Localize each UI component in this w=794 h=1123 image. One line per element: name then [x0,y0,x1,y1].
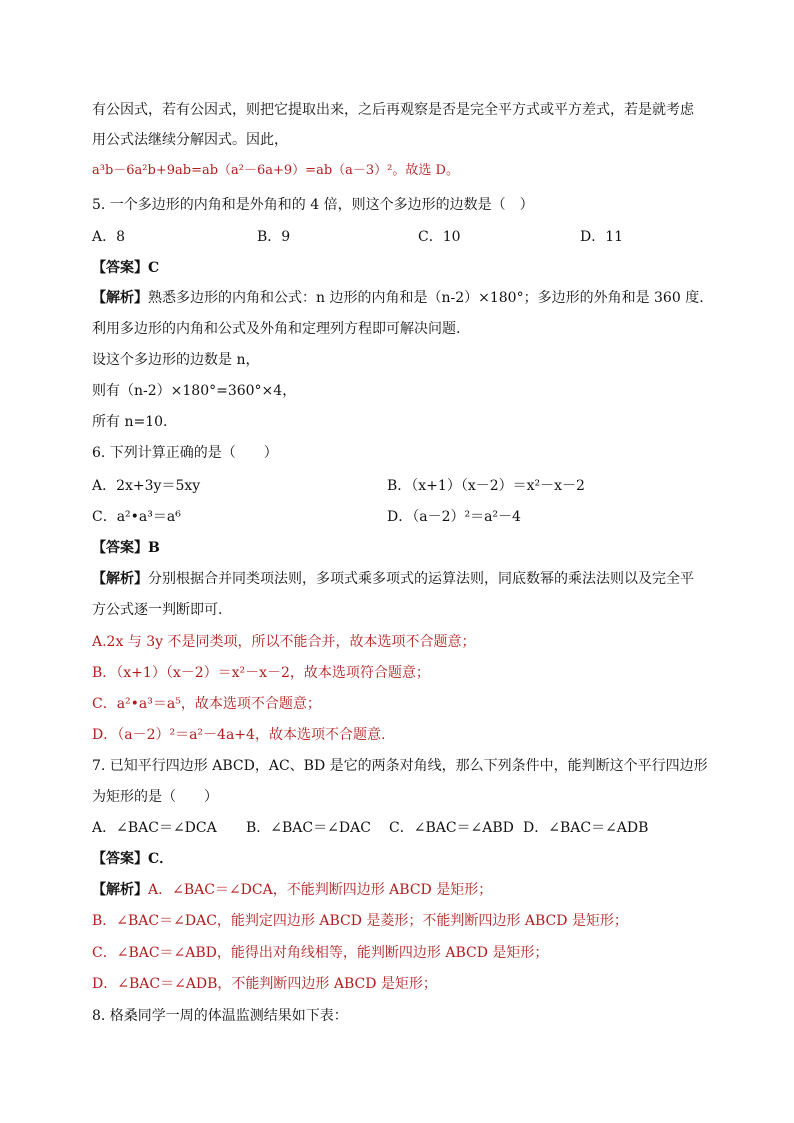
q7-option-c: C．∠BAC＝∠ABD [389,820,514,836]
q4-analysis-line-1: 有公因式，若有公因式，则把它提取出来，之后再观察是否是完全平方式或平方差式，若是就考虑 [92,102,694,118]
q6-option-c: C．a²•a³＝a⁶ [92,509,181,525]
q5-answer: 【答案】C [92,260,160,276]
q5-analysis-line-1: 【解析】熟悉多边形的内角和公式：n 边形的内角和是（n-2）×180°；多边形的外角和是 360 度. [92,290,704,306]
q5-analysis-line-5: 所有 n=10. [92,414,168,430]
q7-detail-b: B．∠BAC＝∠DAC，能判定四边形 ABCD 是菱形；不能判断四边形 ABCD 是矩形； [92,913,628,929]
q6-option-d: D．（a－2）²＝a²－4 [387,509,521,525]
q6-answer: 【答案】B [92,540,160,556]
q8-stem: 8. 格桑同学一周的体温监测结果如下表： [92,1008,348,1024]
analysis-label: 【解析】 [92,571,148,587]
q4-conclusion: a³b－6a²b+9ab=ab（a²－6a+9）=ab（a－3）²。故选 D。 [92,163,459,178]
q6-detail-a: A.2x 与 3y 不是同类项，所以不能合并，故本选项不合题意； [92,634,476,650]
analysis-label: 【解析】 [92,290,148,306]
q7-analysis-line-1: 【解析】A．∠BAC＝∠DCA，不能判断四边形 ABCD 是矩形； [92,882,493,898]
q5-option-d: D．11 [580,229,624,245]
q5-option-c: C．10 [418,229,461,245]
q5-analysis-line-2: 利用多边形的内角和公式及外角和定理列方程即可解决问题. [92,321,461,337]
q5-analysis-line-4: 则有（n-2）×180°=360°×4， [92,383,297,399]
q7-detail-c: C．∠BAC＝∠ABD，能得出对角线相等，能判断四边形 ABCD 是矩形； [92,945,549,961]
q4-analysis-line-2: 用公式法继续分解因式。因此， [92,132,288,148]
q5-stem: 5. 一个多边形的内角和是外角和的 4 倍，则这个多边形的边数是（ ） [92,197,534,213]
q7-answer: 【答案】C． [92,851,174,867]
q5-analysis-line-3: 设这个多边形的边数是 n， [92,352,260,368]
q7-option-b: B．∠BAC＝∠DAC [246,820,371,836]
q6-detail-b: B．（x+1）（x－2）＝x²－x－2，故本选项符合题意； [92,665,430,681]
q7-detail-d: D．∠BAC＝∠ADB，不能判断四边形 ABCD 是矩形； [92,976,437,992]
q7-option-d: D．∠BAC＝∠ADB [523,820,649,836]
q5-option-a: A．8 [92,229,126,245]
q5-option-b: B．9 [257,229,291,245]
q6-analysis-line-2: 方公式逐一判断即可. [92,602,223,618]
q6-analysis-line-1: 【解析】分别根据合并同类项法则，多项式乘多项式的运算法则，同底数幂的乘法法则以及完全平 [92,571,694,587]
analysis-label: 【解析】 [92,882,148,898]
q6-detail-d: D．（a－2）²＝a²－4a+4，故本选项不合题意. [92,727,386,743]
q6-detail-c: C．a²•a³＝a⁵，故本选项不合题意； [92,696,321,712]
q6-option-a: A．2x+3y＝5xy [92,478,201,494]
q7-stem-line-1: 7. 已知平行四边形 ABCD，AC、BD 是它的两条对角线，那么下列条件中，能判断这个平行四边形 [92,758,708,774]
q6-option-b: B．（x+1）（x－2）＝x²－x－2 [387,478,585,494]
q7-option-a: A．∠BAC＝∠DCA [92,820,217,836]
q7-stem-line-2: 为矩形的是（ ） [92,789,218,805]
q6-stem: 6. 下列计算正确的是（ ） [92,445,278,461]
